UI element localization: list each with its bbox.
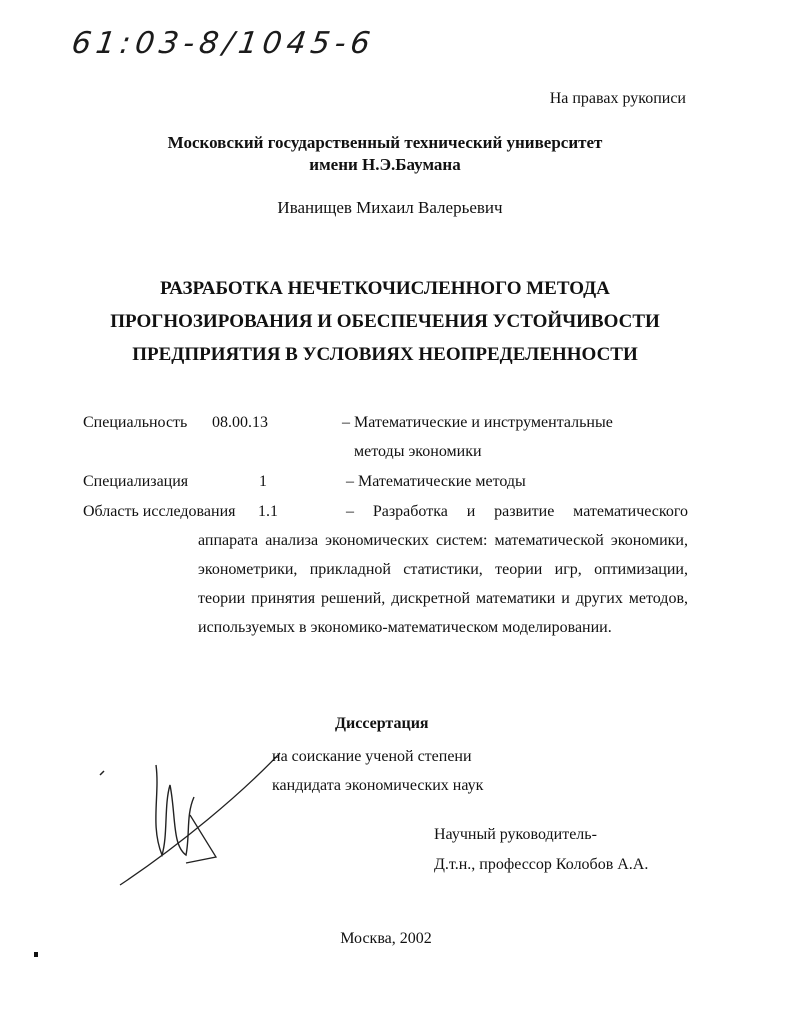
author-name: Иванищев Михаил Валерьевич [277, 198, 503, 217]
dissertation-line-2: кандидата экономических наук [272, 777, 484, 794]
advisor-label: Научный руководитель- [434, 826, 597, 843]
research-area-code: 1.1 [258, 503, 278, 520]
archive-code-handwritten: 61:03-8/1045-6 [69, 26, 378, 61]
research-area-label: Область исследования [83, 503, 236, 520]
rights-notice: На правах рукописи [549, 90, 686, 107]
specialization-label: Специализация [83, 473, 189, 490]
specialty-desc-line-1: – Математические и инструментальные [342, 414, 613, 431]
research-area-desc-first: – Разработка и развитие математического [346, 503, 688, 520]
title-line-1: РАЗРАБОТКА НЕЧЕТКОЧИСЛЕННОГО МЕТОДА [160, 278, 610, 299]
signature-stroke-1 [100, 771, 104, 775]
dissertation-heading: Диссертация [335, 715, 429, 732]
signature-stroke-2 [156, 765, 194, 855]
title-line-2: ПРОГНОЗИРОВАНИЯ И ОБЕСПЕЧЕНИЯ УСТОЙЧИВОСТИ [110, 311, 660, 332]
specialization-desc: – Математические методы [346, 473, 526, 490]
city-year: Москва, 2002 [340, 930, 432, 947]
thesis-title [0, 272, 770, 371]
specialty-code: 08.00.13 [212, 414, 268, 431]
specialization-code: 1 [259, 473, 267, 490]
advisor-name: Д.т.н., профессор Колобов А.А. [434, 856, 649, 873]
title-line-3: ПРЕДПРИЯТИЯ В УСЛОВИЯХ НЕОПРЕДЕЛЕННОСТИ [132, 344, 638, 365]
dissertation-line-1: на соискание ученой степени [272, 748, 472, 765]
research-area-desc: аппарата анализа экономических систем: математической экономики, эконометрики, прикладной статистики, теории игр, оптимизации, теории принятия решений, дискретной математики и других методов, используемых в экономико-математическом моделировании. [198, 532, 688, 636]
scan-mark [34, 952, 38, 957]
signature-stroke-4 [186, 815, 216, 863]
university-line-2: имени Н.Э.Баумана [309, 155, 461, 174]
advisor-block [434, 820, 648, 880]
university-name [0, 132, 770, 176]
university-line-1: Московский государственный технический университет [167, 133, 603, 152]
signature-image [90, 735, 290, 895]
signature-stroke-3 [120, 753, 280, 885]
specialty-label: Специальность [83, 414, 188, 431]
specialty-desc-line-2: методы экономики [354, 443, 482, 460]
